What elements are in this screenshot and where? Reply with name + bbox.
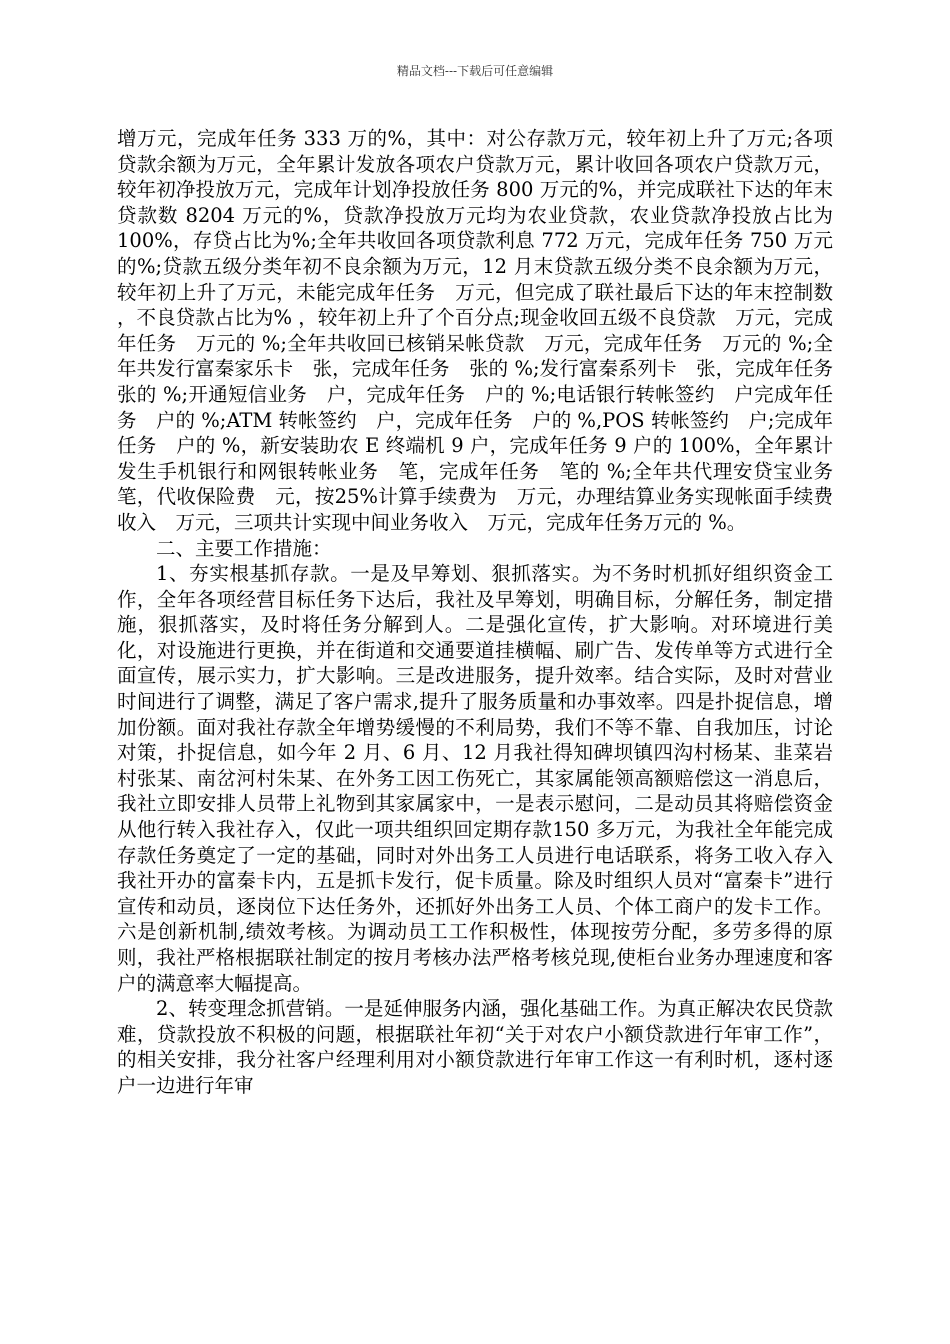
page-header: 精品文档---下载后可任意编辑 (396, 64, 554, 78)
paragraph-marketing: 2、转变理念抓营销。一是延伸服务内涵，强化基础工作。为真正解决农民贷款难，贷款投放不积极的问题，根据联社年初“关于对农户小额贷款进行年审工作”，的相关安排，我分社客户经理利用对小额贷款进行年审工作这一有利时机，逐村逐户一边进行年审 (117, 997, 833, 1097)
paragraph-deposits: 1、夯实根基抓存款。一是及早筹划、狠抓落实。为不务时机抓好组织资金工作，全年各项经营目标任务下达后，我社及早筹划，明确目标，分解任务，制定措施，狠抓落实，及时将任务分解到人。二是强化宣传，扩大影响。对环境进行美化，对设施进行更换，并在街道和交通要道挂横幅、刷广告、发传单等方式进行全面宣传，展示实力，扩大影响。三是改进服务，提升效率。结合实际，及时对营业时间进行了调整，满足了客户需求,提升了服务质量和办事效率。四是扑捉信息，增加份额。面对我社存款全年增势缓慢的不利局势，我们不等不靠、自我加压，讨论对策，扑捉信息，如今年 2 月、6 月、12 月我社得知碑坝镇四沟村杨某、韭菜岩村张某、南岔河村朱某、在外务工因工伤死亡，其家属能领高额赔偿这一消息后，我社立即安排人员带上礼物到其家属家中，一是表示慰问，二是动员其将赔偿资金从他行转入我社存入，仅此一项共组织回定期存款150 多万元，为我社全年能完成存款任务奠定了一定的基础，同时对外出务工人员进行电话联系，将务工收入存入我社开办的富秦卡内，五是抓卡发行，促卡质量。除及时组织人员对“富秦卡”进行宣传和动员，逐岗位下达任务外，还抓好外出务工人员、个体工商户的发卡工作。六是创新机制,绩效考核。为调动员工工作积极性，体现按劳分配，多劳多得的原则，我社严格根据联社制定的按月考核办法严格考核兑现,使柜台业务办理速度和客户的满意率大幅提高。 (117, 562, 833, 995)
document-body (117, 126, 853, 1099)
section-heading: 二、主要工作措施： (156, 536, 332, 560)
paragraph-summary: 增万元，完成年任务 333 万的%，其中：对公存款万元，较年初上升了万元;各项贷款余额为万元，全年累计发放各项农户贷款万元，累计收回各项农户贷款万元，较年初净投放万元，完成年计划净投放任务 800 万元的%，并完成联社下达的年末贷款数 8204 万元的%，贷款净投放万元均为农业贷款，农业贷款净投放占比为 100%，存贷占比为%;全年共收回各项贷款利息 772 万元，完成年任务 750 万元的%;贷款五级分类年初不良余额为万元，12 月末贷款五级分类不良余额为万元，较年初上升了万元，未能完成年任务 万元，但完成了联社最后下达的年末控制数 ，不良贷款占比为% ，较年初上升了个百分点;现金收回五级不良贷款 万元，完成年任务 万元的 %;全年共收回已核销呆帐贷款 万元，完成年任务 万元的 %;全年共发行富秦家乐卡 张，完成年任务 张的 %;发行富秦系列卡 张，完成年任务 张的 %;开通短信业务 户，完成年任务 户的 %;电话银行转帐签约 户完成年任务 户的 %;ATM 转帐签约 户，完成年任务 户的 %,POS 转帐签约 户;完成年任务 户的 %，新安装助农 E 终端机 9 户，完成年任务 9 户的 100%，全年累计发生手机银行和网银转帐业务 笔，完成年任务 笔的 %;全年共代理安贷宝业务 笔，代收保险费 元，按25%计算手续费为 万元，办理结算业务实现帐面手续费收入 万元，三项共计实现中间业务收入 万元，完成年任务万元的 %。 (117, 127, 853, 534)
